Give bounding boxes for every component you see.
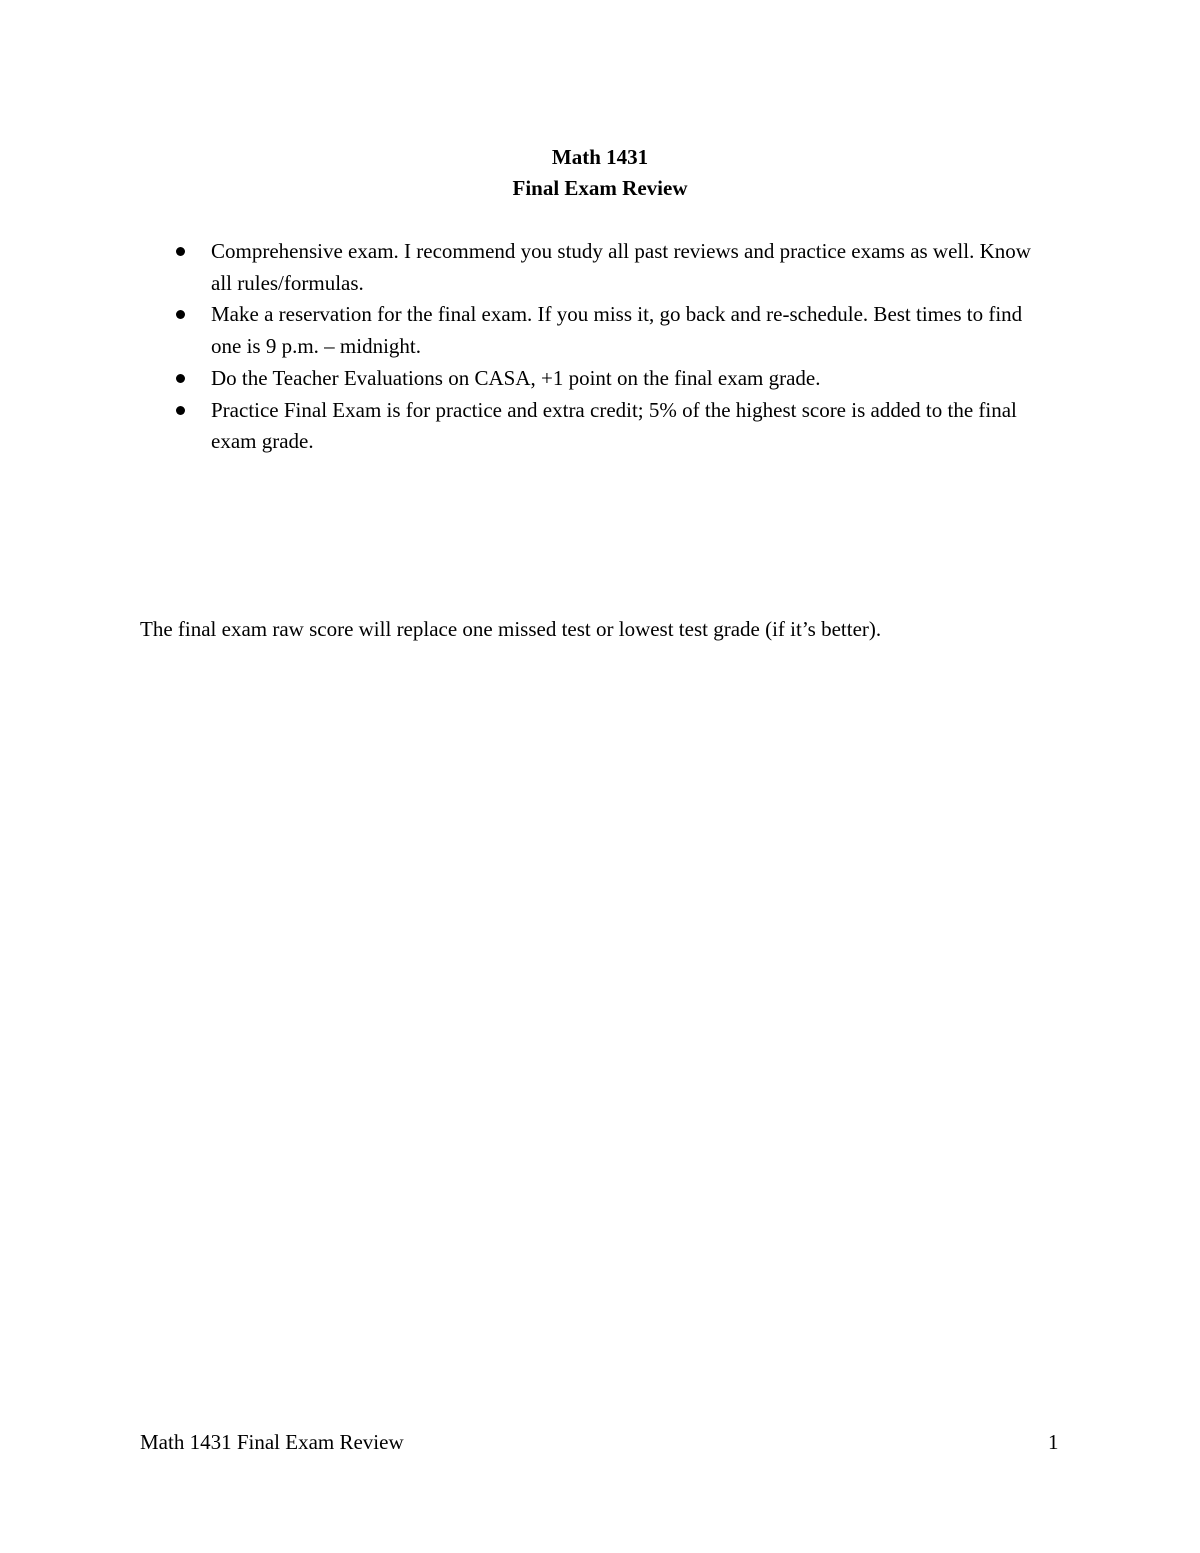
bullet-item — [172, 299, 1042, 362]
bullet-item — [172, 236, 1042, 299]
bullet-item — [172, 395, 1042, 458]
score-note: The final exam raw score will replace one missed test or lowest test grade (if it’s better). — [140, 617, 882, 641]
document-subtitle: Final Exam Review — [512, 176, 688, 200]
document-title: Math 1431 — [551, 145, 649, 169]
bullet-text: Do the Teacher Evaluations on CASA, +1 point on the final exam grade. — [211, 365, 821, 390]
bullet-text: Make a reservation for the final exam. If you miss it, go back and re-schedule. Best times to find one is 9 p.m. – midnight. — [211, 302, 1023, 359]
bullet-icon — [176, 310, 185, 319]
bullet-item — [172, 363, 1042, 395]
bullet-text: Practice Final Exam is for practice and extra credit; 5% of the highest score is added to the final exam grade. — [211, 397, 1017, 454]
bullet-text: Comprehensive exam. I recommend you study all past reviews and practice exams as well. Know all rules/formulas. — [211, 239, 1031, 295]
page-footer: Math 1431 Final Exam Review — [140, 1430, 404, 1454]
bullet-icon — [176, 247, 185, 256]
page-number: 1 — [1048, 1430, 1059, 1454]
bullet-list — [172, 236, 1042, 458]
bullet-icon — [176, 406, 185, 415]
bullet-icon — [176, 374, 185, 383]
